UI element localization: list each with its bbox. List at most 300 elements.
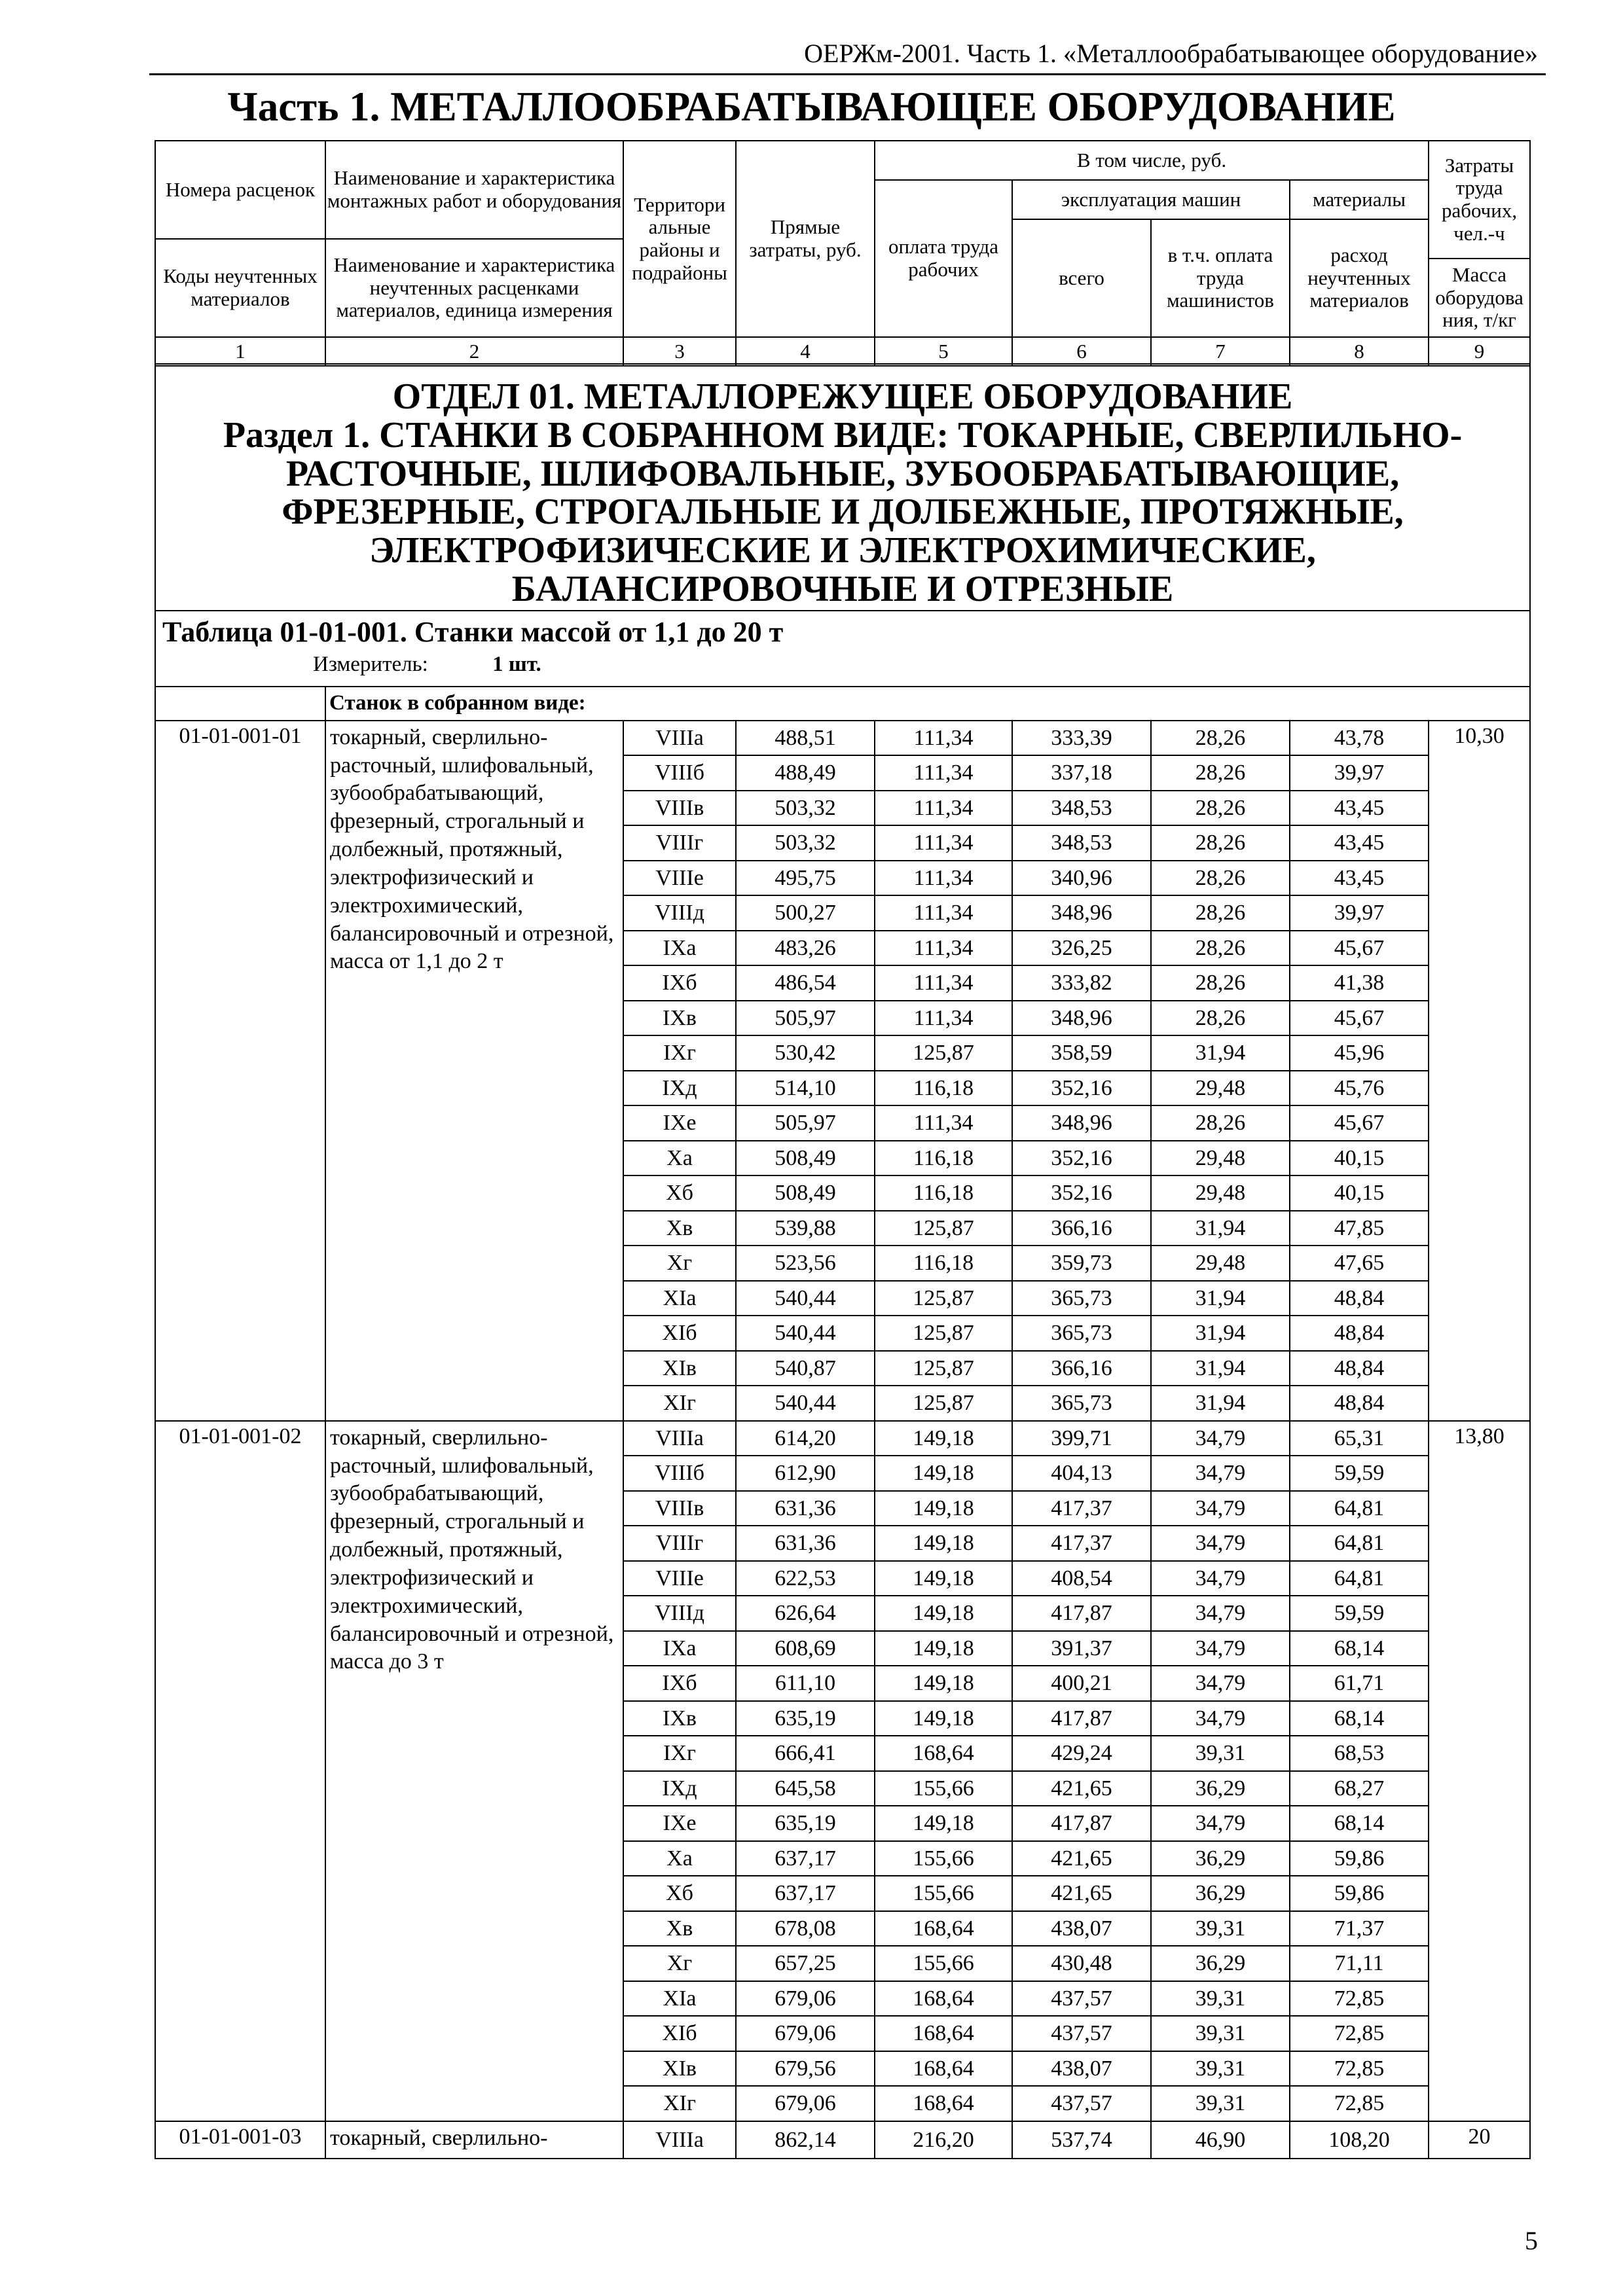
running-header: ОЕРЖм-2001. Часть 1. «Металлообрабатывающее оборудование» bbox=[804, 39, 1538, 68]
labor-pay-cell: 149,18 bbox=[875, 1666, 1012, 1701]
materials-cell: 45,67 bbox=[1290, 1001, 1429, 1036]
machine-total-cell: 358,59 bbox=[1012, 1035, 1151, 1071]
labor-pay-cell: 125,87 bbox=[875, 1281, 1012, 1316]
materials-cell: 64,81 bbox=[1290, 1526, 1429, 1561]
direct-cost-cell: 500,27 bbox=[736, 895, 875, 931]
column-number: 8 bbox=[1290, 337, 1429, 366]
direct-cost-cell: 612,90 bbox=[736, 1456, 875, 1491]
machine-total-cell: 340,96 bbox=[1012, 861, 1151, 896]
machine-total-cell: 417,37 bbox=[1012, 1526, 1151, 1561]
materials-cell: 64,81 bbox=[1290, 1561, 1429, 1596]
materials-cell: 40,15 bbox=[1290, 1141, 1429, 1176]
materials-cell: 40,15 bbox=[1290, 1175, 1429, 1211]
materials-cell: 71,37 bbox=[1290, 1911, 1429, 1946]
materials-cell: 68,53 bbox=[1290, 1736, 1429, 1771]
direct-cost-cell: 679,56 bbox=[736, 2051, 875, 2087]
region-cell: IXа bbox=[623, 931, 736, 966]
machine-total-cell: 359,73 bbox=[1012, 1246, 1151, 1281]
machine-operators-cell: 34,79 bbox=[1151, 1526, 1290, 1561]
table-row bbox=[155, 2121, 1530, 2159]
materials-cell: 43,45 bbox=[1290, 825, 1429, 861]
machine-total-cell: 404,13 bbox=[1012, 1456, 1151, 1491]
section-title-line: БАЛАНСИРОВОЧНЫЕ И ОТРЕЗНЫЕ bbox=[511, 568, 1174, 609]
direct-cost-cell: 631,36 bbox=[736, 1491, 875, 1526]
machine-total-cell: 437,57 bbox=[1012, 1981, 1151, 2017]
table-title-block bbox=[155, 611, 1530, 687]
direct-cost-cell: 488,49 bbox=[736, 755, 875, 791]
materials-cell: 68,14 bbox=[1290, 1701, 1429, 1736]
region-cell: XIб bbox=[623, 1316, 736, 1351]
machine-operators-cell: 39,31 bbox=[1151, 1736, 1290, 1771]
table-row bbox=[155, 721, 1530, 756]
materials-cell: 45,67 bbox=[1290, 931, 1429, 966]
region-cell: XIг bbox=[623, 1386, 736, 1421]
section-title-line: Раздел 1. СТАНКИ В СОБРАННОМ ВИДЕ: ТОКАРНЫЕ, СВЕРЛИЛЬНО- bbox=[223, 414, 1463, 456]
rate-code: 01-01-001-01 bbox=[155, 721, 325, 1421]
materials-cell: 72,85 bbox=[1290, 2016, 1429, 2051]
header-rate-numbers: Номера расценок bbox=[155, 141, 325, 239]
direct-cost-cell: 608,69 bbox=[736, 1631, 875, 1666]
region-cell: VIIIг bbox=[623, 825, 736, 861]
labor-pay-cell: 149,18 bbox=[875, 1491, 1012, 1526]
machine-operators-cell: 28,26 bbox=[1151, 895, 1290, 931]
machine-total-cell: 421,65 bbox=[1012, 1841, 1151, 1876]
table-row bbox=[155, 1421, 1530, 1456]
direct-cost-cell: 622,53 bbox=[736, 1561, 875, 1596]
machine-total-cell: 421,65 bbox=[1012, 1771, 1151, 1806]
direct-cost-cell: 645,58 bbox=[736, 1771, 875, 1806]
region-cell: XIв bbox=[623, 2051, 736, 2087]
direct-cost-cell: 523,56 bbox=[736, 1246, 875, 1281]
machine-operators-cell: 36,29 bbox=[1151, 1876, 1290, 1911]
labor-pay-cell: 149,18 bbox=[875, 1631, 1012, 1666]
direct-cost-cell: 614,20 bbox=[736, 1421, 875, 1456]
labor-pay-cell: 125,87 bbox=[875, 1386, 1012, 1421]
machine-operators-cell: 29,48 bbox=[1151, 1246, 1290, 1281]
labor-pay-cell: 125,87 bbox=[875, 1316, 1012, 1351]
machine-total-cell: 437,57 bbox=[1012, 2016, 1151, 2051]
direct-cost-cell: 539,88 bbox=[736, 1211, 875, 1246]
machine-operators-cell: 34,79 bbox=[1151, 1421, 1290, 1456]
header-machine-total: всего bbox=[1012, 219, 1151, 337]
section-title-line: ФРЕЗЕРНЫЕ, СТРОГАЛЬНЫЕ И ДОЛБЕЖНЫЕ, ПРОТЯЖНЫЕ, bbox=[282, 492, 1404, 533]
region-cell: Xг bbox=[623, 1946, 736, 1981]
section-title-line: ЭЛЕКТРОФИЗИЧЕСКИЕ И ЭЛЕКТРОХИМИЧЕСКИЕ, bbox=[369, 530, 1316, 571]
header-machine-operation: эксплуатация машин bbox=[1012, 180, 1290, 219]
direct-cost-cell: 637,17 bbox=[736, 1876, 875, 1911]
machine-operators-cell: 36,29 bbox=[1151, 1841, 1290, 1876]
header-direct-costs: Прямые затраты, руб. bbox=[736, 141, 875, 337]
column-number: 5 bbox=[875, 337, 1012, 366]
direct-cost-cell: 540,44 bbox=[736, 1386, 875, 1421]
machine-total-cell: 437,57 bbox=[1012, 2086, 1151, 2121]
region-cell: XIа bbox=[623, 1981, 736, 2017]
header-material-codes: Коды неучтенных материалов bbox=[155, 239, 325, 337]
header-machine-operators-pay: в т.ч. оплата труда машинистов bbox=[1151, 219, 1290, 337]
labor-pay-cell: 155,66 bbox=[875, 1771, 1012, 1806]
direct-cost-cell: 540,44 bbox=[736, 1281, 875, 1316]
labor-pay-cell: 168,64 bbox=[875, 2086, 1012, 2121]
machine-operators-cell: 28,26 bbox=[1151, 721, 1290, 756]
region-cell: IXг bbox=[623, 1035, 736, 1071]
direct-cost-cell: 626,64 bbox=[736, 1596, 875, 1631]
work-description: токарный, сверлильно-расточный, шлифовальный, зубообрабатывающий, фрезерный, строгальный и долбежный, протяжный, электрофизический и электрохимический, балансировочный и отрезной, масса до 3 т bbox=[325, 1421, 623, 2121]
materials-cell: 43,45 bbox=[1290, 791, 1429, 826]
region-cell: IXв bbox=[623, 1001, 736, 1036]
machine-operators-cell: 28,26 bbox=[1151, 825, 1290, 861]
machine-operators-cell: 28,26 bbox=[1151, 861, 1290, 896]
labor-pay-cell: 168,64 bbox=[875, 1736, 1012, 1771]
labor-pay-cell: 116,18 bbox=[875, 1175, 1012, 1211]
header-work-name: Наименование и характеристика монтажных работ и оборудования bbox=[325, 141, 623, 239]
materials-cell: 68,14 bbox=[1290, 1631, 1429, 1666]
machine-total-cell: 326,25 bbox=[1012, 931, 1151, 966]
column-number: 9 bbox=[1429, 337, 1530, 366]
table-header bbox=[155, 140, 1531, 367]
labor-pay-cell: 155,66 bbox=[875, 1946, 1012, 1981]
materials-cell: 68,27 bbox=[1290, 1771, 1429, 1806]
machine-total-cell: 408,54 bbox=[1012, 1561, 1151, 1596]
machine-total-cell: 537,74 bbox=[1012, 2121, 1151, 2159]
machine-operators-cell: 28,26 bbox=[1151, 931, 1290, 966]
materials-cell: 72,85 bbox=[1290, 2086, 1429, 2121]
direct-cost-cell: 540,44 bbox=[736, 1316, 875, 1351]
materials-cell: 108,20 bbox=[1290, 2121, 1429, 2159]
direct-cost-cell: 678,08 bbox=[736, 1911, 875, 1946]
direct-cost-cell: 679,06 bbox=[736, 2016, 875, 2051]
region-cell: IXе bbox=[623, 1105, 736, 1141]
machine-operators-cell: 28,26 bbox=[1151, 791, 1290, 826]
labor-pay-cell: 168,64 bbox=[875, 2051, 1012, 2087]
machine-operators-cell: 36,29 bbox=[1151, 1946, 1290, 1981]
region-cell: Xа bbox=[623, 1841, 736, 1876]
direct-cost-cell: 635,19 bbox=[736, 1806, 875, 1841]
materials-cell: 43,78 bbox=[1290, 721, 1429, 756]
direct-cost-cell: 631,36 bbox=[736, 1526, 875, 1561]
materials-cell: 61,71 bbox=[1290, 1666, 1429, 1701]
labor-pay-cell: 111,34 bbox=[875, 721, 1012, 756]
labor-cost-value: 20 bbox=[1429, 2121, 1530, 2159]
region-cell: IXв bbox=[623, 1701, 736, 1736]
materials-cell: 72,85 bbox=[1290, 1981, 1429, 2017]
direct-cost-cell: 540,87 bbox=[736, 1351, 875, 1386]
region-cell: VIIIд bbox=[623, 1596, 736, 1631]
labor-pay-cell: 149,18 bbox=[875, 1526, 1012, 1561]
labor-pay-cell: 111,34 bbox=[875, 931, 1012, 966]
header-material-name: Наименование и характеристика неучтенных расценками материалов, единица измерения bbox=[325, 239, 623, 337]
machine-total-cell: 352,16 bbox=[1012, 1175, 1151, 1211]
header-equipment-mass: Масса оборудова ния, т/кг bbox=[1429, 259, 1530, 337]
region-cell: Xа bbox=[623, 1141, 736, 1176]
column-number: 7 bbox=[1151, 337, 1290, 366]
direct-cost-cell: 635,19 bbox=[736, 1701, 875, 1736]
labor-pay-cell: 155,66 bbox=[875, 1841, 1012, 1876]
machine-total-cell: 333,39 bbox=[1012, 721, 1151, 756]
machine-operators-cell: 28,26 bbox=[1151, 965, 1290, 1001]
machine-operators-cell: 39,31 bbox=[1151, 1981, 1290, 2017]
region-cell: VIIIв bbox=[623, 1491, 736, 1526]
machine-total-cell: 417,37 bbox=[1012, 1491, 1151, 1526]
machine-total-cell: 438,07 bbox=[1012, 1911, 1151, 1946]
header-labor-costs: Затраты труда рабочих, чел.-ч bbox=[1429, 141, 1530, 259]
labor-pay-cell: 111,34 bbox=[875, 965, 1012, 1001]
region-cell: Xв bbox=[623, 1211, 736, 1246]
materials-cell: 43,45 bbox=[1290, 861, 1429, 896]
labor-pay-cell: 116,18 bbox=[875, 1246, 1012, 1281]
machine-total-cell: 429,24 bbox=[1012, 1736, 1151, 1771]
region-cell: Xб bbox=[623, 1876, 736, 1911]
machine-operators-cell: 31,94 bbox=[1151, 1281, 1290, 1316]
header-labor-pay: оплата труда рабочих bbox=[875, 180, 1012, 337]
labor-cost-value: 10,30 bbox=[1429, 721, 1530, 1421]
labor-pay-cell: 216,20 bbox=[875, 2121, 1012, 2159]
labor-pay-cell: 155,66 bbox=[875, 1876, 1012, 1911]
machine-operators-cell: 28,26 bbox=[1151, 1001, 1290, 1036]
region-cell: VIIIв bbox=[623, 791, 736, 826]
materials-cell: 59,86 bbox=[1290, 1876, 1429, 1911]
materials-cell: 48,84 bbox=[1290, 1316, 1429, 1351]
section-title-line: РАСТОЧНЫЕ, ШЛИФОВАЛЬНЫЕ, ЗУБООБРАБАТЫВАЮЩИЕ, bbox=[285, 453, 1400, 494]
header-unaccounted-materials-use: расход неучтенных материалов bbox=[1290, 219, 1429, 337]
column-number: 2 bbox=[325, 337, 623, 366]
labor-pay-cell: 149,18 bbox=[875, 1456, 1012, 1491]
machine-operators-cell: 34,79 bbox=[1151, 1631, 1290, 1666]
direct-cost-cell: 503,32 bbox=[736, 825, 875, 861]
labor-pay-cell: 111,34 bbox=[875, 791, 1012, 826]
materials-cell: 45,67 bbox=[1290, 1105, 1429, 1141]
machine-total-cell: 365,73 bbox=[1012, 1281, 1151, 1316]
region-cell: XIб bbox=[623, 2016, 736, 2051]
labor-pay-cell: 168,64 bbox=[875, 2016, 1012, 2051]
labor-cost-value: 13,80 bbox=[1429, 1421, 1530, 2121]
labor-pay-cell: 116,18 bbox=[875, 1141, 1012, 1176]
labor-pay-cell: 149,18 bbox=[875, 1421, 1012, 1456]
machine-total-cell: 399,71 bbox=[1012, 1421, 1151, 1456]
materials-cell: 47,65 bbox=[1290, 1246, 1429, 1281]
machine-total-cell: 421,65 bbox=[1012, 1876, 1151, 1911]
machine-operators-cell: 28,26 bbox=[1151, 755, 1290, 791]
region-cell: IXе bbox=[623, 1806, 736, 1841]
materials-cell: 72,85 bbox=[1290, 2051, 1429, 2087]
machine-total-cell: 400,21 bbox=[1012, 1666, 1151, 1701]
region-cell: XIв bbox=[623, 1351, 736, 1386]
direct-cost-cell: 657,25 bbox=[736, 1946, 875, 1981]
machine-operators-cell: 31,94 bbox=[1151, 1316, 1290, 1351]
region-cell: VIIIб bbox=[623, 755, 736, 791]
column-number: 6 bbox=[1012, 337, 1151, 366]
machine-operators-cell: 34,79 bbox=[1151, 1806, 1290, 1841]
region-cell: VIIIб bbox=[623, 1456, 736, 1491]
machine-total-cell: 438,07 bbox=[1012, 2051, 1151, 2087]
machine-total-cell: 417,87 bbox=[1012, 1596, 1151, 1631]
direct-cost-cell: 495,75 bbox=[736, 861, 875, 896]
region-cell: Xб bbox=[623, 1175, 736, 1211]
labor-pay-cell: 125,87 bbox=[875, 1351, 1012, 1386]
machine-operators-cell: 28,26 bbox=[1151, 1105, 1290, 1141]
labor-pay-cell: 149,18 bbox=[875, 1806, 1012, 1841]
materials-cell: 47,85 bbox=[1290, 1211, 1429, 1246]
table-title: Таблица 01-01-001. Станки массой от 1,1 до 20 т bbox=[162, 615, 784, 648]
region-cell: VIIIе bbox=[623, 1561, 736, 1596]
machine-total-cell: 348,96 bbox=[1012, 895, 1151, 931]
direct-cost-cell: 611,10 bbox=[736, 1666, 875, 1701]
labor-pay-cell: 149,18 bbox=[875, 1596, 1012, 1631]
region-cell: VIIIд bbox=[623, 895, 736, 931]
machine-total-cell: 366,16 bbox=[1012, 1351, 1151, 1386]
machine-total-cell: 348,53 bbox=[1012, 791, 1151, 826]
rate-code: 01-01-001-03 bbox=[155, 2121, 325, 2159]
machine-operators-cell: 31,94 bbox=[1151, 1211, 1290, 1246]
column-number: 4 bbox=[736, 337, 875, 366]
machine-total-cell: 337,18 bbox=[1012, 755, 1151, 791]
part-title: Часть 1. МЕТАЛЛООБРАБАТЫВАЮЩЕЕ ОБОРУДОВАНИЕ bbox=[227, 84, 1396, 130]
machine-operators-cell: 31,94 bbox=[1151, 1351, 1290, 1386]
direct-cost-cell: 679,06 bbox=[736, 2086, 875, 2121]
labor-pay-cell: 111,34 bbox=[875, 895, 1012, 931]
machine-operators-cell: 34,79 bbox=[1151, 1491, 1290, 1526]
machine-operators-cell: 39,31 bbox=[1151, 1911, 1290, 1946]
machine-operators-cell: 46,90 bbox=[1151, 2121, 1290, 2159]
labor-pay-cell: 111,34 bbox=[875, 825, 1012, 861]
region-cell: VIIIа bbox=[623, 721, 736, 756]
machine-operators-cell: 39,31 bbox=[1151, 2086, 1290, 2121]
column-number: 3 bbox=[623, 337, 736, 366]
direct-cost-cell: 508,49 bbox=[736, 1175, 875, 1211]
work-description: токарный, сверлильно- bbox=[325, 2121, 623, 2159]
direct-cost-cell: 679,06 bbox=[736, 1981, 875, 2017]
machine-operators-cell: 31,94 bbox=[1151, 1035, 1290, 1071]
subheading: Станок в собранном виде: bbox=[325, 687, 1530, 721]
materials-cell: 48,84 bbox=[1290, 1281, 1429, 1316]
region-cell: IXг bbox=[623, 1736, 736, 1771]
region-cell: VIIIа bbox=[623, 2121, 736, 2159]
machine-total-cell: 391,37 bbox=[1012, 1631, 1151, 1666]
machine-total-cell: 366,16 bbox=[1012, 1211, 1151, 1246]
labor-pay-cell: 168,64 bbox=[875, 1981, 1012, 2017]
labor-pay-cell: 168,64 bbox=[875, 1911, 1012, 1946]
machine-operators-cell: 29,48 bbox=[1151, 1175, 1290, 1211]
labor-pay-cell: 111,34 bbox=[875, 861, 1012, 896]
machine-total-cell: 365,73 bbox=[1012, 1386, 1151, 1421]
region-cell: IXа bbox=[623, 1631, 736, 1666]
materials-cell: 45,76 bbox=[1290, 1071, 1429, 1106]
labor-pay-cell: 116,18 bbox=[875, 1071, 1012, 1106]
region-cell: IXд bbox=[623, 1071, 736, 1106]
work-description: токарный, сверлильно-расточный, шлифовальный, зубообрабатывающий, фрезерный, строгальный и долбежный, протяжный, электрофизический и электрохимический, балансировочный и отрезной, масса от 1,1 до 2 т bbox=[325, 721, 623, 1421]
direct-cost-cell: 483,26 bbox=[736, 931, 875, 966]
machine-operators-cell: 34,79 bbox=[1151, 1701, 1290, 1736]
column-number: 1 bbox=[155, 337, 325, 366]
direct-cost-cell: 503,32 bbox=[736, 791, 875, 826]
direct-cost-cell: 488,51 bbox=[736, 721, 875, 756]
materials-cell: 71,11 bbox=[1290, 1946, 1429, 1981]
machine-operators-cell: 29,48 bbox=[1151, 1071, 1290, 1106]
header-materials: материалы bbox=[1290, 180, 1429, 219]
region-cell: IXб bbox=[623, 1666, 736, 1701]
labor-pay-cell: 125,87 bbox=[875, 1211, 1012, 1246]
machine-operators-cell: 39,31 bbox=[1151, 2051, 1290, 2087]
page-number: 5 bbox=[1525, 2226, 1538, 2255]
region-cell: Xг bbox=[623, 1246, 736, 1281]
measure-line bbox=[162, 653, 1523, 677]
column-numbers-row bbox=[155, 337, 1530, 366]
materials-cell: 59,59 bbox=[1290, 1596, 1429, 1631]
machine-operators-cell: 34,79 bbox=[1151, 1561, 1290, 1596]
direct-cost-cell: 508,49 bbox=[736, 1141, 875, 1176]
region-cell: XIа bbox=[623, 1281, 736, 1316]
region-cell: Xв bbox=[623, 1911, 736, 1946]
measure-label: Измеритель: bbox=[313, 652, 428, 676]
region-cell: IXб bbox=[623, 965, 736, 1001]
direct-cost-cell: 637,17 bbox=[736, 1841, 875, 1876]
direct-cost-cell: 862,14 bbox=[736, 2121, 875, 2159]
machine-total-cell: 348,96 bbox=[1012, 1001, 1151, 1036]
machine-operators-cell: 39,31 bbox=[1151, 2016, 1290, 2051]
materials-cell: 59,59 bbox=[1290, 1456, 1429, 1491]
labor-pay-cell: 111,34 bbox=[875, 755, 1012, 791]
machine-operators-cell: 29,48 bbox=[1151, 1141, 1290, 1176]
direct-cost-cell: 486,54 bbox=[736, 965, 875, 1001]
direct-cost-cell: 514,10 bbox=[736, 1071, 875, 1106]
direct-cost-cell: 505,97 bbox=[736, 1105, 875, 1141]
materials-cell: 48,84 bbox=[1290, 1351, 1429, 1386]
materials-cell: 64,81 bbox=[1290, 1491, 1429, 1526]
materials-cell: 39,97 bbox=[1290, 895, 1429, 931]
materials-cell: 45,96 bbox=[1290, 1035, 1429, 1071]
section-heading bbox=[155, 364, 1530, 611]
labor-pay-cell: 149,18 bbox=[875, 1561, 1012, 1596]
direct-cost-cell: 505,97 bbox=[736, 1001, 875, 1036]
machine-total-cell: 348,96 bbox=[1012, 1105, 1151, 1141]
machine-operators-cell: 34,79 bbox=[1151, 1596, 1290, 1631]
machine-total-cell: 348,53 bbox=[1012, 825, 1151, 861]
machine-total-cell: 352,16 bbox=[1012, 1141, 1151, 1176]
region-cell: XIг bbox=[623, 2086, 736, 2121]
rates-table bbox=[155, 363, 1531, 2159]
machine-operators-cell: 36,29 bbox=[1151, 1771, 1290, 1806]
header-including: В том числе, руб. bbox=[875, 141, 1429, 180]
machine-operators-cell: 31,94 bbox=[1151, 1386, 1290, 1421]
direct-cost-cell: 666,41 bbox=[736, 1736, 875, 1771]
labor-pay-cell: 149,18 bbox=[875, 1701, 1012, 1736]
materials-cell: 39,97 bbox=[1290, 755, 1429, 791]
labor-pay-cell: 111,34 bbox=[875, 1001, 1012, 1036]
header-territorial-regions: Территори альные районы и подрайоны bbox=[623, 141, 736, 337]
region-cell: VIIIа bbox=[623, 1421, 736, 1456]
materials-cell: 48,84 bbox=[1290, 1386, 1429, 1421]
machine-operators-cell: 34,79 bbox=[1151, 1456, 1290, 1491]
machine-total-cell: 417,87 bbox=[1012, 1806, 1151, 1841]
machine-total-cell: 417,87 bbox=[1012, 1701, 1151, 1736]
department-title: ОТДЕЛ 01. МЕТАЛЛОРЕЖУЩЕЕ ОБОРУДОВАНИЕ bbox=[392, 376, 1293, 417]
labor-pay-cell: 125,87 bbox=[875, 1035, 1012, 1071]
header-rule bbox=[149, 73, 1546, 75]
region-cell: VIIIг bbox=[623, 1526, 736, 1561]
region-cell: VIIIе bbox=[623, 861, 736, 896]
rate-code: 01-01-001-02 bbox=[155, 1421, 325, 2121]
machine-total-cell: 333,82 bbox=[1012, 965, 1151, 1001]
materials-cell: 41,38 bbox=[1290, 965, 1429, 1001]
labor-pay-cell: 111,34 bbox=[875, 1105, 1012, 1141]
materials-cell: 59,86 bbox=[1290, 1841, 1429, 1876]
machine-total-cell: 352,16 bbox=[1012, 1071, 1151, 1106]
machine-total-cell: 365,73 bbox=[1012, 1316, 1151, 1351]
materials-cell: 65,31 bbox=[1290, 1421, 1429, 1456]
machine-operators-cell: 34,79 bbox=[1151, 1666, 1290, 1701]
measure-value: 1 шт. bbox=[492, 652, 541, 676]
direct-cost-cell: 530,42 bbox=[736, 1035, 875, 1071]
region-cell: IXд bbox=[623, 1771, 736, 1806]
